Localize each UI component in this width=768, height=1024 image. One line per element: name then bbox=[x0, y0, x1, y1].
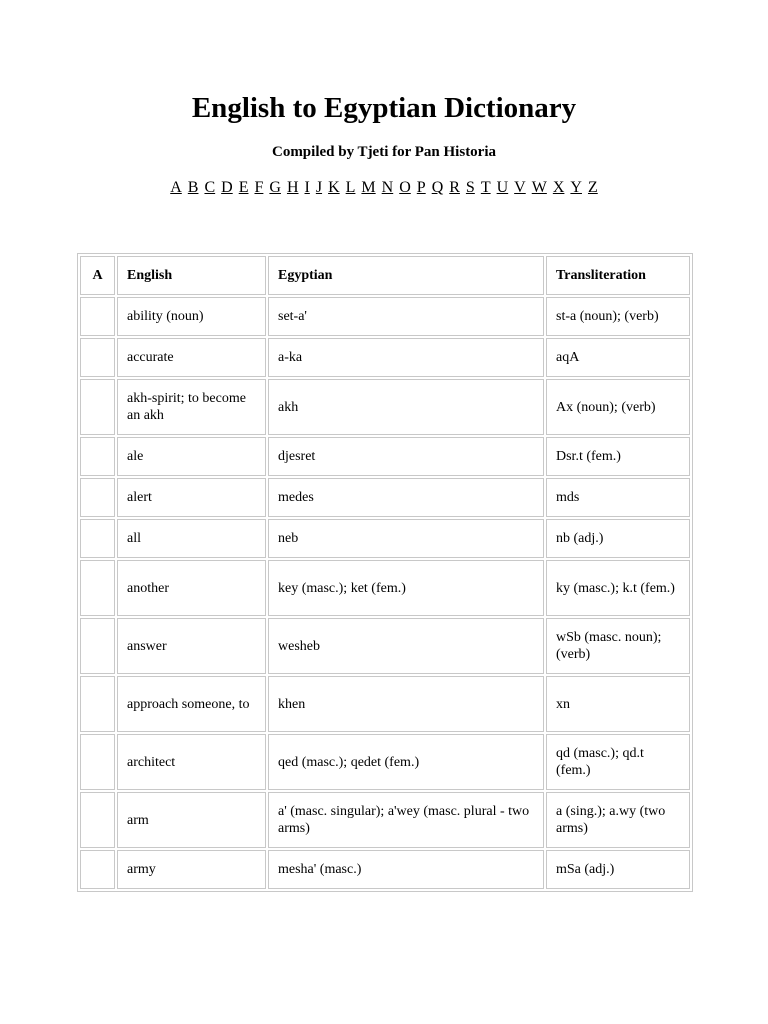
cell-english: arm bbox=[117, 792, 266, 848]
cell-egyptian: medes bbox=[268, 478, 544, 517]
cell-letter bbox=[80, 792, 115, 848]
cell-english: architect bbox=[117, 734, 266, 790]
table-row bbox=[80, 734, 690, 790]
cell-letter bbox=[80, 618, 115, 674]
cell-egyptian: akh bbox=[268, 379, 544, 435]
table-row bbox=[80, 519, 690, 558]
table-row bbox=[80, 792, 690, 848]
cell-letter bbox=[80, 437, 115, 476]
letter-link-j[interactable]: J bbox=[315, 179, 323, 196]
letter-link-a[interactable]: A bbox=[170, 179, 182, 196]
dictionary-table bbox=[77, 253, 693, 892]
letter-link-v[interactable]: V bbox=[514, 179, 526, 196]
letter-link-q[interactable]: Q bbox=[431, 179, 444, 196]
table-row bbox=[80, 618, 690, 674]
cell-english: army bbox=[117, 850, 266, 889]
cell-letter bbox=[80, 338, 115, 377]
cell-letter bbox=[80, 560, 115, 616]
alphabet-index bbox=[0, 177, 768, 199]
cell-transliteration: st-a (noun); (verb) bbox=[546, 297, 690, 336]
cell-transliteration: mSa (adj.) bbox=[546, 850, 690, 889]
cell-english: ale bbox=[117, 437, 266, 476]
letter-link-d[interactable]: D bbox=[221, 179, 233, 196]
header-letter: A bbox=[80, 256, 115, 295]
letter-link-w[interactable]: W bbox=[531, 179, 547, 196]
letter-link-b[interactable]: B bbox=[187, 179, 199, 196]
letter-link-m[interactable]: M bbox=[361, 179, 376, 196]
header-english: English bbox=[117, 256, 266, 295]
cell-transliteration: aqA bbox=[546, 338, 690, 377]
cell-letter bbox=[80, 734, 115, 790]
table-row bbox=[80, 850, 690, 889]
cell-transliteration: qd (masc.); qd.t (fem.) bbox=[546, 734, 690, 790]
table-row bbox=[80, 676, 690, 732]
cell-egyptian: a-ka bbox=[268, 338, 544, 377]
cell-letter bbox=[80, 297, 115, 336]
cell-transliteration: a (sing.); a.wy (two arms) bbox=[546, 792, 690, 848]
page-subtitle: Compiled by Tjeti for Pan Historia bbox=[271, 144, 497, 160]
table-row bbox=[80, 560, 690, 616]
cell-english: another bbox=[117, 560, 266, 616]
letter-link-l[interactable]: L bbox=[345, 179, 356, 196]
letter-link-t[interactable]: T bbox=[480, 179, 491, 196]
letter-link-y[interactable]: Y bbox=[570, 179, 582, 196]
cell-egyptian: djesret bbox=[268, 437, 544, 476]
cell-letter bbox=[80, 676, 115, 732]
cell-transliteration: Dsr.t (fem.) bbox=[546, 437, 690, 476]
cell-english: akh-spirit; to become an akh bbox=[117, 379, 266, 435]
cell-egyptian: a' (masc. singular); a'wey (masc. plural - two arms) bbox=[268, 792, 544, 848]
cell-english: answer bbox=[117, 618, 266, 674]
cell-letter bbox=[80, 379, 115, 435]
letter-link-r[interactable]: R bbox=[449, 179, 460, 196]
page-title: English to Egyptian Dictionary bbox=[191, 92, 577, 124]
table-row bbox=[80, 478, 690, 517]
cell-transliteration: ky (masc.); k.t (fem.) bbox=[546, 560, 690, 616]
table-row bbox=[80, 379, 690, 435]
letter-link-o[interactable]: O bbox=[399, 179, 411, 196]
letter-link-e[interactable]: E bbox=[238, 179, 249, 196]
letter-link-k[interactable]: K bbox=[328, 179, 340, 196]
cell-letter bbox=[80, 478, 115, 517]
cell-egyptian: key (masc.); ket (fem.) bbox=[268, 560, 544, 616]
cell-egyptian: wesheb bbox=[268, 618, 544, 674]
header-transliteration: Transliteration bbox=[546, 256, 690, 295]
cell-letter bbox=[80, 850, 115, 889]
cell-english: accurate bbox=[117, 338, 266, 377]
letter-link-u[interactable]: U bbox=[496, 179, 509, 196]
letter-link-p[interactable]: P bbox=[416, 179, 426, 196]
letter-link-c[interactable]: C bbox=[204, 179, 216, 196]
table-row bbox=[80, 338, 690, 377]
cell-egyptian: khen bbox=[268, 676, 544, 732]
letter-link-n[interactable]: N bbox=[381, 179, 394, 196]
letter-link-h[interactable]: H bbox=[286, 179, 299, 196]
letter-link-s[interactable]: S bbox=[465, 179, 475, 196]
letter-link-g[interactable]: G bbox=[269, 179, 281, 196]
cell-english: alert bbox=[117, 478, 266, 517]
cell-transliteration: mds bbox=[546, 478, 690, 517]
table-header-row bbox=[80, 256, 690, 295]
letter-link-z[interactable]: Z bbox=[587, 179, 598, 196]
cell-transliteration: nb (adj.) bbox=[546, 519, 690, 558]
cell-egyptian: set-a' bbox=[268, 297, 544, 336]
cell-english: ability (noun) bbox=[117, 297, 266, 336]
cell-english: approach someone, to bbox=[117, 676, 266, 732]
letter-link-i[interactable]: I bbox=[304, 179, 310, 196]
cell-transliteration: wSb (masc. noun); (verb) bbox=[546, 618, 690, 674]
letter-link-x[interactable]: X bbox=[552, 179, 565, 196]
table-row bbox=[80, 437, 690, 476]
cell-english: all bbox=[117, 519, 266, 558]
cell-transliteration: xn bbox=[546, 676, 690, 732]
cell-egyptian: qed (masc.); qedet (fem.) bbox=[268, 734, 544, 790]
header-egyptian: Egyptian bbox=[268, 256, 544, 295]
cell-egyptian: mesha' (masc.) bbox=[268, 850, 544, 889]
cell-transliteration: Ax (noun); (verb) bbox=[546, 379, 690, 435]
cell-egyptian: neb bbox=[268, 519, 544, 558]
table-row bbox=[80, 297, 690, 336]
cell-letter bbox=[80, 519, 115, 558]
letter-link-f[interactable]: F bbox=[254, 179, 264, 196]
